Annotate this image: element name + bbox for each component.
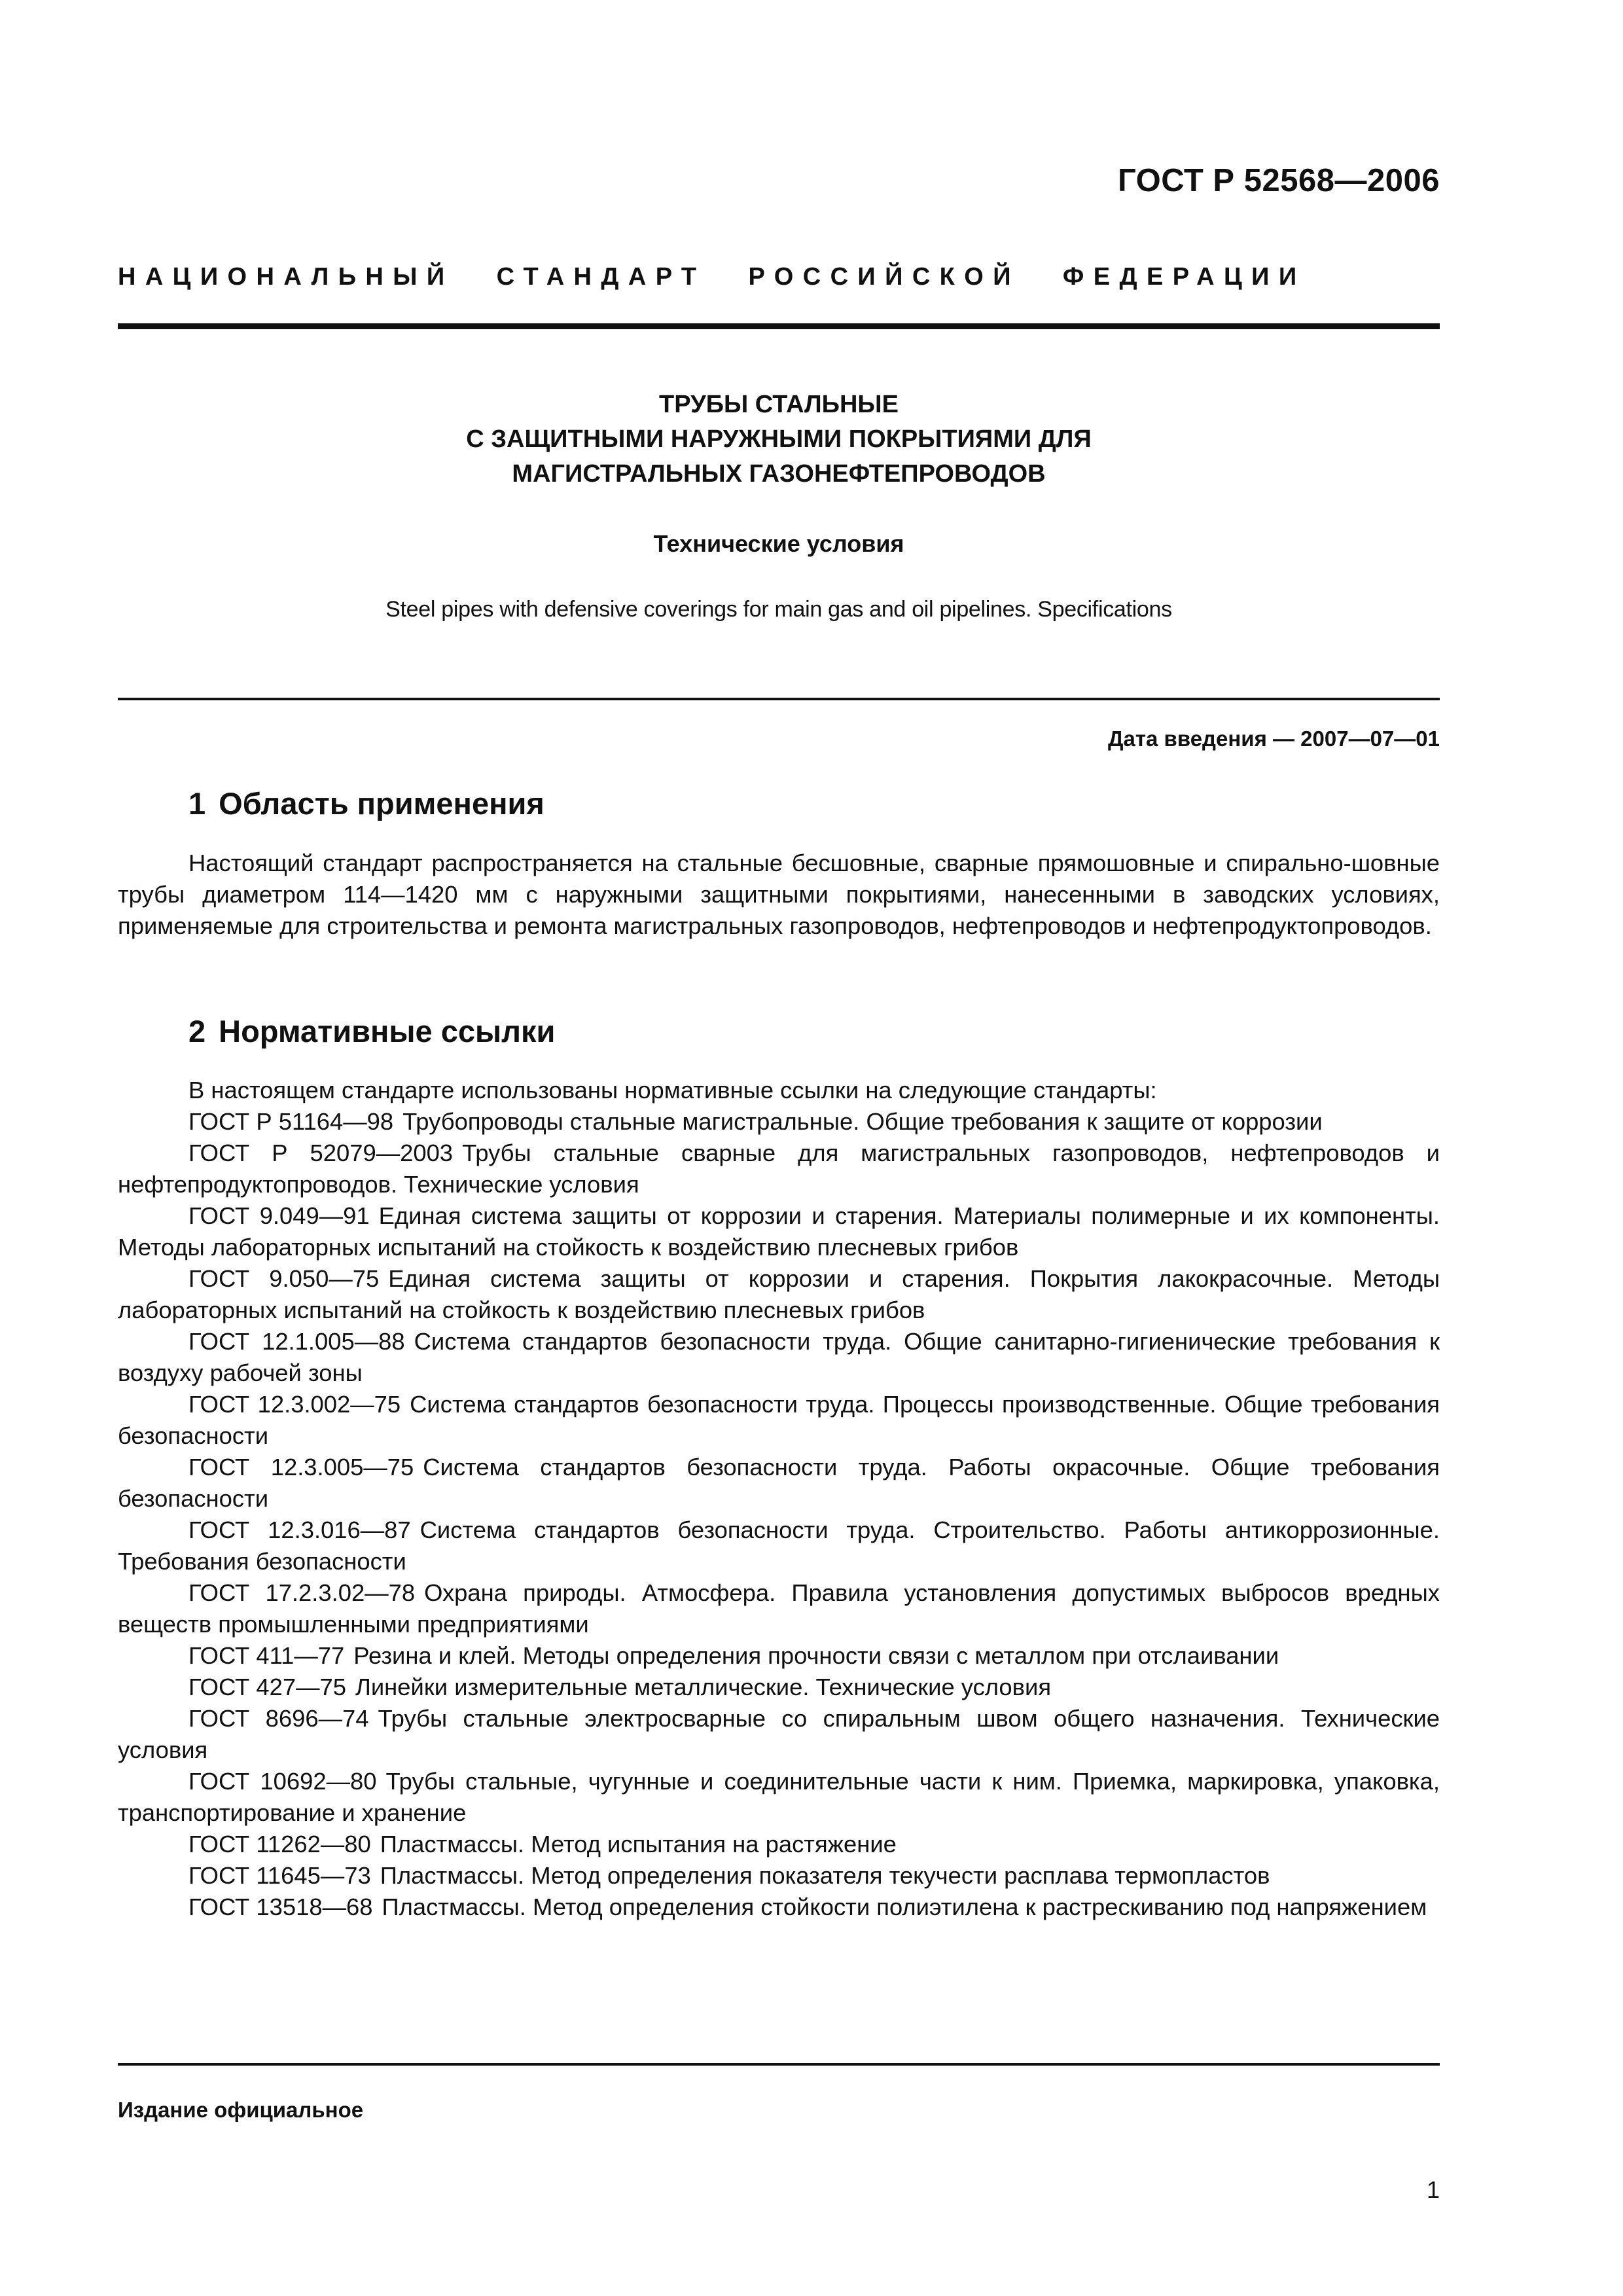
section-2-body [118,1075,1440,1923]
reference-code: ГОСТ 9.049—91 [188,1202,370,1229]
reference-code: ГОСТ 12.1.005—88 [188,1328,405,1355]
national-standard-banner [118,263,1440,291]
reference-title: Пластмассы. Метод испытания на растяжение [380,1831,897,1857]
reference-item [118,1515,1440,1577]
document-title [118,387,1440,492]
reference-code: ГОСТ Р 52079—2003 [188,1139,454,1166]
reference-title: Система стандартов безопасности труда. Работы окрасочные. Общие требования безопасности [118,1454,1440,1512]
references-intro: В настоящем стандарте использованы нормативные ссылки на следующие стандарты: [188,1077,1157,1103]
reference-title: Резина и клей. Методы определения прочности связи с металлом при отслаивании [353,1642,1279,1669]
section-2-heading [188,1013,555,1049]
reference-title: Система стандартов безопасности труда. Общие санитарно-гигиенические требования к воздуху рабочей зоны [118,1328,1440,1386]
reference-item [118,1892,1440,1923]
reference-code: ГОСТ 13518—68 [188,1893,373,1920]
banner-word: ФЕДЕРАЦИИ [1062,263,1306,291]
reference-code: ГОСТ 11645—73 [188,1862,371,1889]
banner-word: РОССИЙСКОЙ [748,263,1020,291]
document-page [118,0,1440,2296]
title-line: МАГИСТРАЛЬНЫХ ГАЗОНЕФТЕПРОВОДОВ [512,460,1046,488]
reference-title: Охрана природы. Атмосфера. Правила установления допустимых выбросов вредных веществ промышленными предприятиями [118,1579,1440,1638]
reference-code: ГОСТ 427—75 [188,1674,346,1700]
official-edition-label: Издание официальное [118,2098,364,2122]
reference-item [118,1138,1440,1200]
reference-code: ГОСТ 8696—74 [188,1705,369,1732]
title-line: С ЗАЩИТНЫМИ НАРУЖНЫМИ ПОКРЫТИЯМИ ДЛЯ [466,425,1092,453]
reference-item [118,1829,1440,1860]
banner-word: СТАНДАРТ [496,263,706,291]
reference-title: Система стандартов безопасности труда. Строительство. Работы антикоррозионные. Требования безопасности [118,1516,1440,1575]
reference-title: Единая система защиты от коррозии и старения. Покрытия лакокрасочные. Методы лабораторных испытаний на стойкость к воздействию плесневых грибов [118,1265,1440,1323]
page-number: 1 [1426,2176,1440,2203]
reference-title: Трубы стальные электросварные со спиральным швом общего назначения. Технические условия [118,1705,1440,1763]
reference-code: ГОСТ 411—77 [188,1642,345,1669]
reference-item [118,1389,1440,1452]
reference-title: Трубы стальные, чугунные и соединительные части к ним. Приемка, маркировка, упаковка, транспортирование и хранение [118,1768,1440,1826]
reference-item [118,1106,1440,1138]
section-number: 2 [188,1014,206,1049]
reference-item [118,1577,1440,1640]
reference-list [118,1106,1440,1923]
reference-title: Линейки измерительные металлические. Технические условия [355,1674,1052,1700]
reference-item [118,1452,1440,1515]
document-code: ГОСТ Р 52568—2006 [1117,163,1440,198]
reference-code: ГОСТ 12.3.002—75 [188,1391,401,1418]
reference-title: Пластмассы. Метод определения стойкости полиэтилена к растрескиванию под напряжением [382,1893,1427,1920]
reference-item [118,1860,1440,1892]
banner-word: НАЦИОНАЛЬНЫЙ [118,263,454,291]
reference-code: ГОСТ 9.050—75 [188,1265,380,1292]
english-title: Steel pipes with defensive coverings for main gas and oil pipelines. Specifications [385,597,1172,622]
reference-code: ГОСТ 12.3.016—87 [188,1516,411,1543]
reference-item [118,1672,1440,1703]
section-title: Нормативные ссылки [219,1014,556,1049]
reference-item [118,1766,1440,1829]
reference-code: ГОСТ 12.3.005—75 [188,1454,414,1480]
document-subtitle: Технические условия [653,530,904,557]
reference-item [118,1640,1440,1672]
reference-item [118,1200,1440,1263]
reference-title: Трубопроводы стальные магистральные. Общие требования к защите от коррозии [402,1108,1323,1135]
header-rule [118,323,1440,329]
reference-item [118,1326,1440,1389]
reference-title: Система стандартов безопасности труда. Процессы производственные. Общие требования безопасности [118,1391,1440,1449]
title-line: ТРУБЫ СТАЛЬНЫЕ [659,391,899,418]
reference-code: ГОСТ 10692—80 [188,1768,377,1795]
reference-code: ГОСТ 11262—80 [188,1831,371,1857]
section-number: 1 [188,786,206,821]
reference-item [118,1263,1440,1326]
scope-paragraph: Настоящий стандарт распространяется на стальные бесшовные, сварные прямошовные и спирально-шовные трубы диаметром 114—1420 мм с наружными защитными покрытиями, нанесенными в заводских условиях, применяемые для строительства и ремонта магистральных газопроводов, нефтепроводов и нефтепродуктопроводов. [118,850,1440,939]
title-rule [118,698,1440,700]
footer-rule [118,2063,1440,2066]
section-1-heading [188,785,544,821]
introduction-date: Дата введения — 2007—07—01 [1108,726,1440,751]
reference-code: ГОСТ Р 51164—98 [188,1108,394,1135]
reference-title: Трубы стальные сварные для магистральных газопроводов, нефтепроводов и нефтепродуктопроводов. Технические условия [118,1139,1440,1198]
section-1-body [118,848,1440,942]
reference-item [118,1703,1440,1766]
reference-code: ГОСТ 17.2.3.02—78 [188,1579,416,1606]
reference-title: Единая система защиты от коррозии и старения. Материалы полимерные и их компоненты. Методы лабораторных испытаний на стойкость к воздействию плесневых грибов [118,1202,1440,1261]
section-title: Область применения [219,786,544,821]
reference-title: Пластмассы. Метод определения показателя текучести расплава термопластов [380,1862,1270,1889]
